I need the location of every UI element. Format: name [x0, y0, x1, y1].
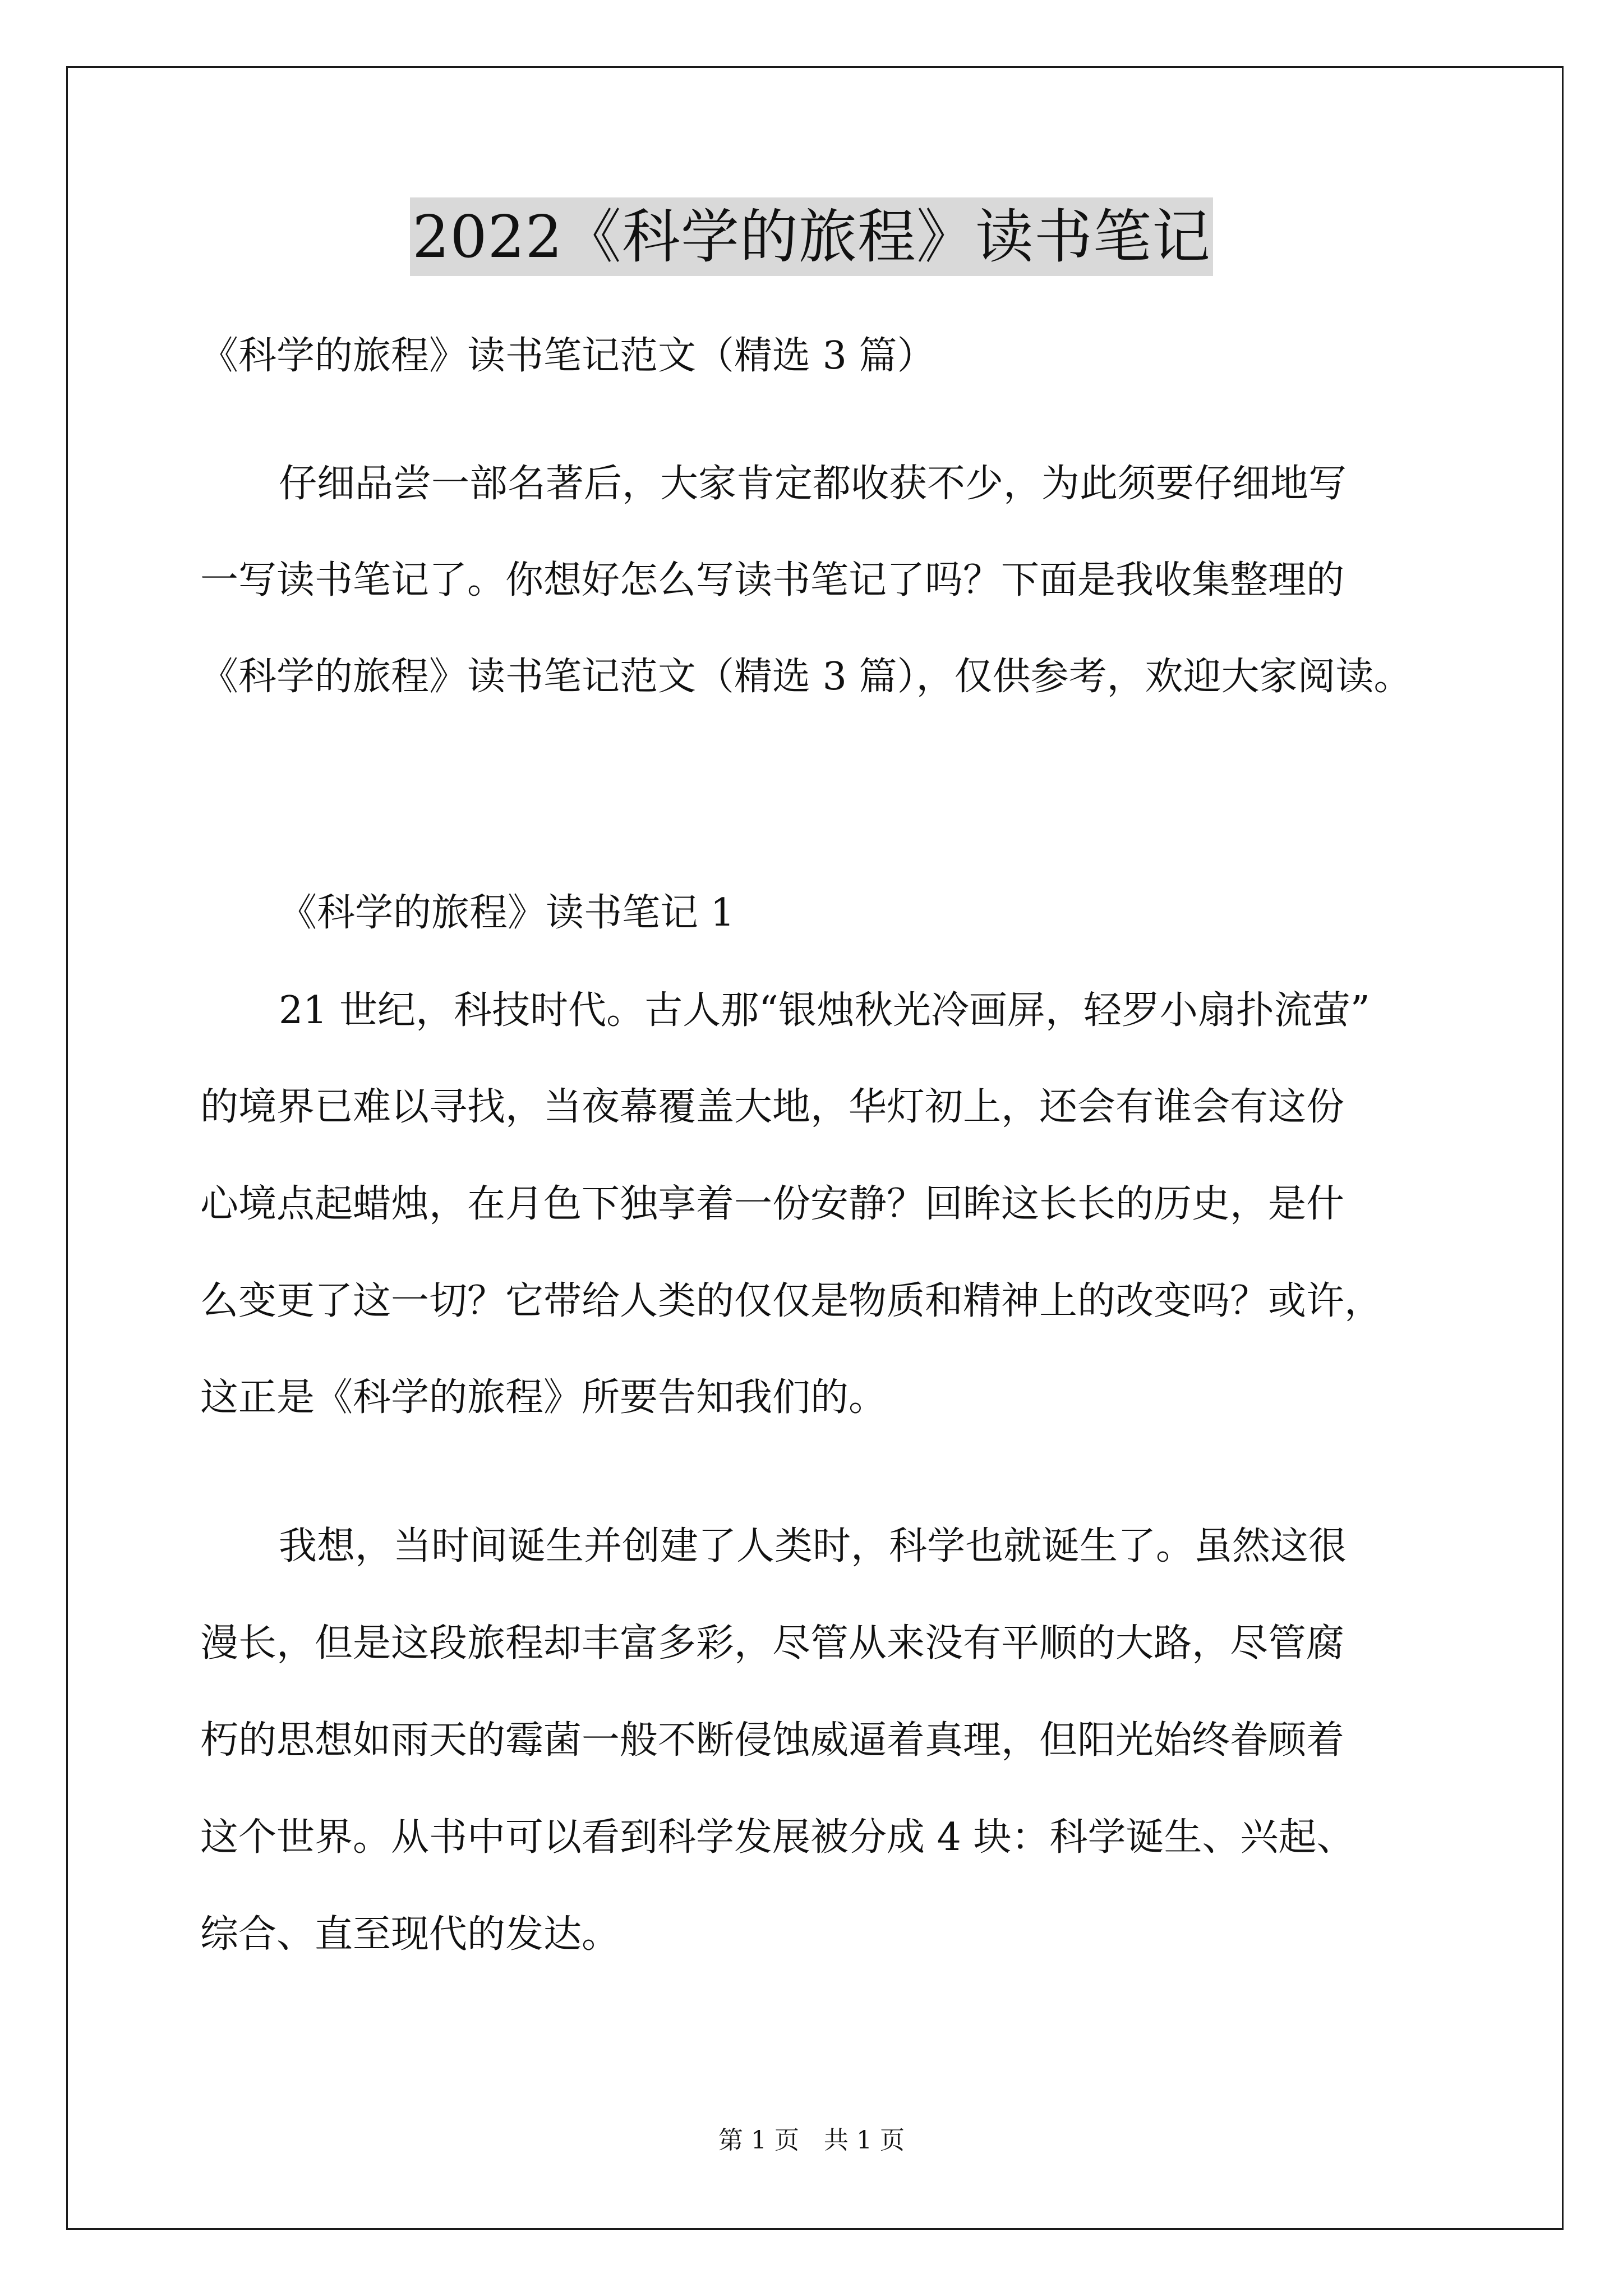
intro-line-1: 仔细品尝一部名著后，大家肯定都收获不少，为此须要仔细地写 [279, 462, 1347, 506]
intro-line-2: 一写读书笔记了。你想好怎么写读书笔记了吗？下面是我收集整理的 [200, 558, 1345, 602]
page-border [66, 66, 1564, 2230]
paragraph2-line-3: 朽的思想如雨天的霉菌一般不断侵蚀威逼着真理，但阳光始终眷顾着 [200, 1718, 1345, 1763]
page-footer: 第 1 页 共 1 页 [718, 2126, 905, 2155]
section-heading: 《科学的旅程》读书笔记 1 [279, 891, 735, 935]
paragraph2-line-4: 这个世界。从书中可以看到科学发展被分成 4 块：科学诞生、兴起、 [200, 1815, 1355, 1860]
document-title: 2022《科学的旅程》读书笔记 [410, 197, 1213, 276]
paragraph1-line-3: 心境点起蜡烛，在月色下独享着一份安静？回眸这长长的历史，是什 [200, 1182, 1345, 1226]
document-subtitle: 《科学的旅程》读书笔记范文（精选 3 篇） [200, 334, 935, 378]
title-container [0, 197, 1623, 276]
paragraph1-line-5: 这正是《科学的旅程》所要告知我们的。 [200, 1375, 887, 1420]
paragraph2-line-2: 漫长，但是这段旅程却丰富多彩，尽管从来没有平顺的大路，尽管腐 [200, 1621, 1345, 1665]
paragraph1-line-2: 的境界已难以寻找，当夜幕覆盖大地，华灯初上，还会有谁会有这份 [200, 1085, 1345, 1129]
intro-line-3: 《科学的旅程》读书笔记范文（精选 3 篇），仅供参考，欢迎大家阅读。 [200, 655, 1412, 699]
paragraph2-line-5: 综合、直至现代的发达。 [200, 1912, 620, 1957]
paragraph2-line-1: 我想，当时间诞生并创建了人类时，科学也就诞生了。虽然这很 [279, 1524, 1347, 1568]
paragraph1-line-4: 么变更了这一切？它带给人类的仅仅是物质和精神上的改变吗？或许， [200, 1279, 1383, 1323]
paragraph1-line-1: 21 世纪，科技时代。古人那“银烛秋光冷画屏，轻罗小扇扑流萤” [279, 988, 1370, 1033]
